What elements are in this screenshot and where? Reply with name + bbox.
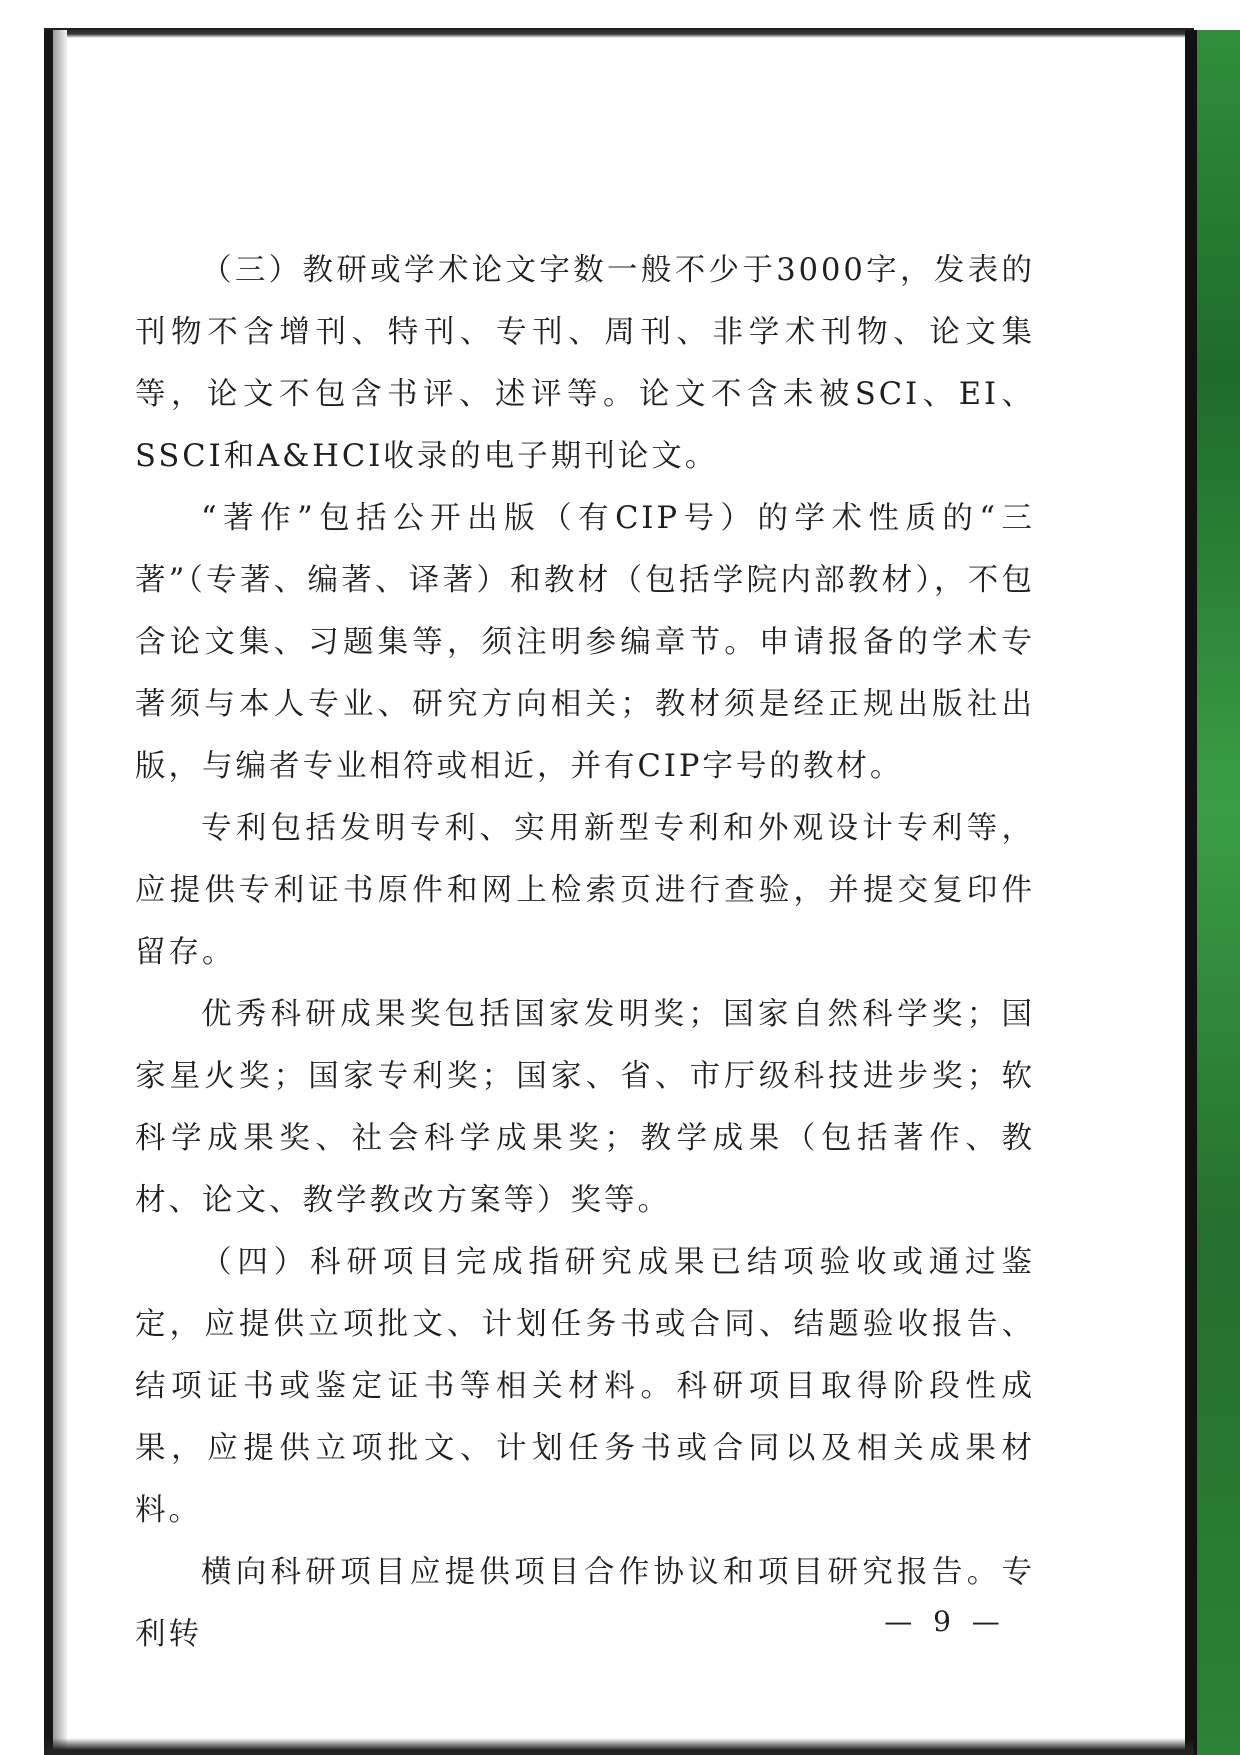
paragraph-patents: 专利包括发明专利、实用新型专利和外观设计专利等，应提供专利证书原件和网上检索页进行查验，并提交复印件留存。 (135, 811, 1035, 970)
paragraph-works: “著作”包括公开出版（有CIP号）的学术性质的“三著”（专著、编著、译著）和教材（包括学院内部教材），不包含论文集、习题集等，须注明参编章节。申请报备的学术专著须与本人专业、研究方向相关；教材须是经正规出版社出版，与编者专业相符或相近，并有CIP字号的教材。 (135, 501, 1035, 784)
scan-left-edge (44, 30, 53, 1755)
scan-bottom-edge (44, 1738, 1194, 1755)
paragraph-awards: 优秀科研成果奖包括国家发明奖；国家自然科学奖；国家星火奖；国家专利奖；国家、省、市厅级科技进步奖；软科学成果奖、社会科学成果奖；教学成果（包括著作、教材、论文、教学教改方案等）奖等。 (135, 997, 1035, 1218)
paragraph-horizontal-projects: 横向科研项目应提供项目合作协议和项目研究报告。专利转 (135, 1555, 1035, 1652)
scan-binding-shadow (53, 30, 67, 1755)
scan-top-edge (44, 28, 1194, 38)
document-body (135, 240, 1035, 1666)
page-number: — 9 — (884, 1605, 1006, 1638)
scan-right-edge (1185, 30, 1197, 1755)
paragraph-projects: （四）科研项目完成指研究成果已结项验收或通过鉴定，应提供立项批文、计划任务书或合同、结题验收报告、结项证书或鉴定证书等相关材料。科研项目取得阶段性成果，应提供立项批文、计划任务书或合同以及相关成果材料。 (135, 1245, 1035, 1528)
paragraph-papers: （三）教研或学术论文字数一般不少于3000字，发表的刊物不含增刊、特刊、专刊、周刊、非学术刊物、论文集等，论文不包含书评、述评等。论文不含未被SCI、EI、SSCI和A&HCI收录的电子期刊论文。 (135, 253, 1035, 474)
